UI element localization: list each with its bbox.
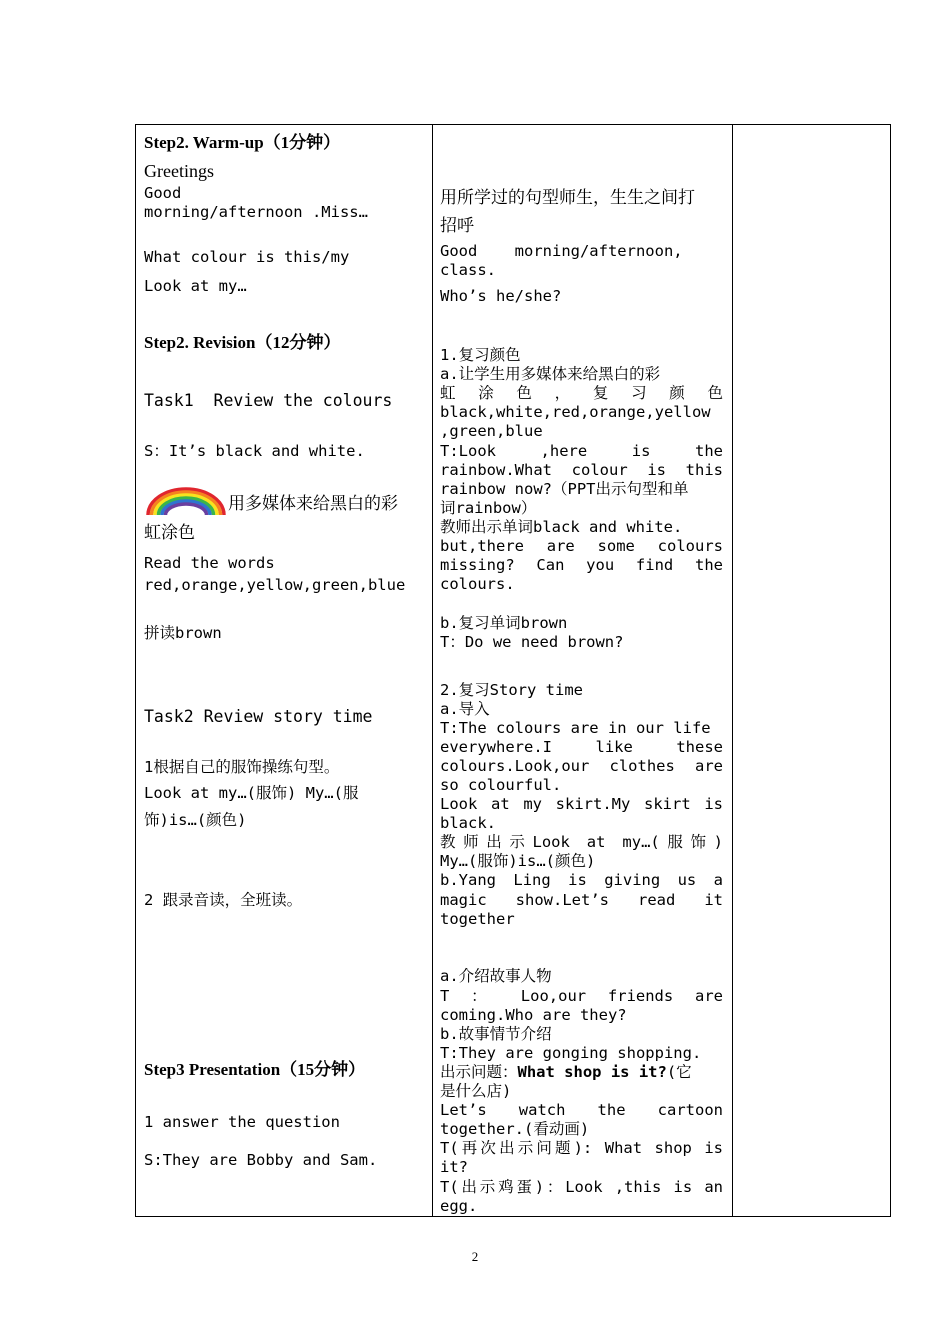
story-line8: black. — [440, 814, 496, 832]
greet-line1: 用所学过的句型师生，生生之间打 — [440, 188, 695, 208]
presentation-heading: Step3 Presentation（15分钟） — [144, 1060, 366, 1079]
practice-line3: 饰)is…(颜色) — [144, 811, 247, 829]
story-line4: everywhere.I like these — [440, 738, 723, 756]
story-line12: magic show.Let’s read it — [440, 891, 723, 909]
revision-line7: rainbow.What colour is this — [440, 461, 723, 479]
greet-line4: class. — [440, 261, 496, 279]
revision-heading: Step2. Revision（12分钟） — [144, 333, 341, 352]
present-line3: coming.Who are they? — [440, 1006, 627, 1024]
lesson-plan-table — [135, 124, 891, 1217]
revision-line9: 词rainbow） — [440, 499, 537, 517]
present-line1: a.介绍故事人物 — [440, 967, 552, 985]
revision-line14: b.复习单词brown — [440, 614, 568, 632]
question-suffix: (它 — [666, 1063, 692, 1081]
story-line6: so colourful. — [440, 776, 562, 794]
rainbow-text-line1: 用多媒体来给黑白的彩 — [228, 494, 398, 514]
greet-line5: Who’s he/she? — [440, 287, 562, 305]
notes-column — [733, 125, 890, 1216]
revision-line15: T：Do we need brown? — [440, 633, 624, 651]
present-line4: b.故事情节介绍 — [440, 1025, 552, 1043]
page-number: 2 — [471, 1249, 479, 1264]
greet-line3: Good morning/afternoon, — [440, 242, 683, 260]
follow-read-text: 2 跟录音读，全班读。 — [144, 891, 303, 909]
revision-line6: T:Look ,here is the — [440, 442, 723, 460]
question-prefix: 出示问题： — [440, 1063, 518, 1081]
story-line2: a.导入 — [440, 700, 490, 718]
story-line11: b.Yang Ling is giving us a — [440, 871, 723, 889]
present-line7: 是什么店) — [440, 1082, 512, 1100]
bobby-sam-text: S:They are Bobby and Sam. — [144, 1151, 378, 1169]
present-line2: T ： Loo,our friends are — [440, 987, 723, 1005]
revision-line12: missing? Can you find the — [440, 556, 723, 574]
student-activity-column — [136, 125, 433, 1216]
answer-question-text: 1 answer the question — [144, 1113, 340, 1131]
revision-line3: 虹 涂 色 ， 复 习 颜 色 — [440, 384, 723, 402]
story-line9: 教师出示Look at my…(服饰) — [440, 833, 723, 851]
story-line3: T:The colours are in our life — [440, 719, 711, 737]
spell-brown-text: 拼读brown — [144, 624, 222, 642]
greetings-label: Greetings — [144, 161, 214, 181]
present-line8: Let’s watch the cartoon — [440, 1101, 723, 1119]
present-line11: it? — [440, 1158, 468, 1176]
practice-line2: Look at my…(服饰) My…(服 — [144, 784, 359, 802]
revision-line10: 教师出示单词black and white. — [440, 518, 683, 536]
question-what-shop: What shop is it? — [517, 1063, 667, 1081]
warmup-heading: Step2. Warm-up（1分钟） — [144, 133, 341, 152]
story-line5: colours.Look,our clothes are — [440, 757, 723, 775]
revision-line4: black,white,red,orange,yellow — [440, 403, 711, 421]
present-line6 — [440, 1063, 692, 1082]
good-text: Good — [144, 184, 182, 202]
revision-line5: ,green,blue — [440, 422, 543, 440]
teacher-activity-column — [433, 125, 733, 1216]
story-line1: 2.复习Story time — [440, 681, 583, 699]
revision-line11: but,there are some colours — [440, 537, 723, 555]
revision-line8: rainbow now?（PPT出示句型和单 — [440, 480, 689, 498]
read-words-text: Read the words — [144, 554, 275, 572]
story-line10: My…(服饰)is…(颜色) — [440, 852, 596, 870]
present-line10: T(再次出示问题): What shop is — [440, 1139, 723, 1157]
greet-line2: 招呼 — [440, 216, 474, 236]
present-line12: T(出示鸡蛋)：Look ,this is an — [440, 1178, 723, 1196]
present-line5: T:They are gonging shopping. — [440, 1044, 702, 1062]
rainbow-text-line2: 虹涂色 — [144, 523, 195, 543]
look-at-my-text: Look at my… — [144, 277, 247, 295]
present-line9: together.(看动画) — [440, 1120, 590, 1138]
task2-heading: Task2 Review story time — [144, 707, 373, 726]
practice-line1: 1根据自己的服饰操练句型。 — [144, 758, 340, 776]
rainbow-image — [144, 487, 228, 515]
present-line13: egg. — [440, 1197, 478, 1215]
task1-heading: Task1 Review the colours — [144, 391, 393, 410]
black-white-text: S：It’s black and white. — [144, 442, 365, 460]
story-line13: together — [440, 910, 515, 928]
revision-line2: a.让学生用多媒体来给黑白的彩 — [440, 365, 661, 383]
revision-line13: colours. — [440, 575, 515, 593]
story-line7: Look at my skirt.My skirt is — [440, 795, 723, 813]
good-morning-text: morning/afternoon .Miss… — [144, 203, 368, 221]
what-colour-text: What colour is this/my — [144, 248, 350, 266]
colour-words-text: red,orange,yellow,green,blue — [144, 576, 406, 594]
revision-line1: 1.复习颜色 — [440, 346, 521, 364]
